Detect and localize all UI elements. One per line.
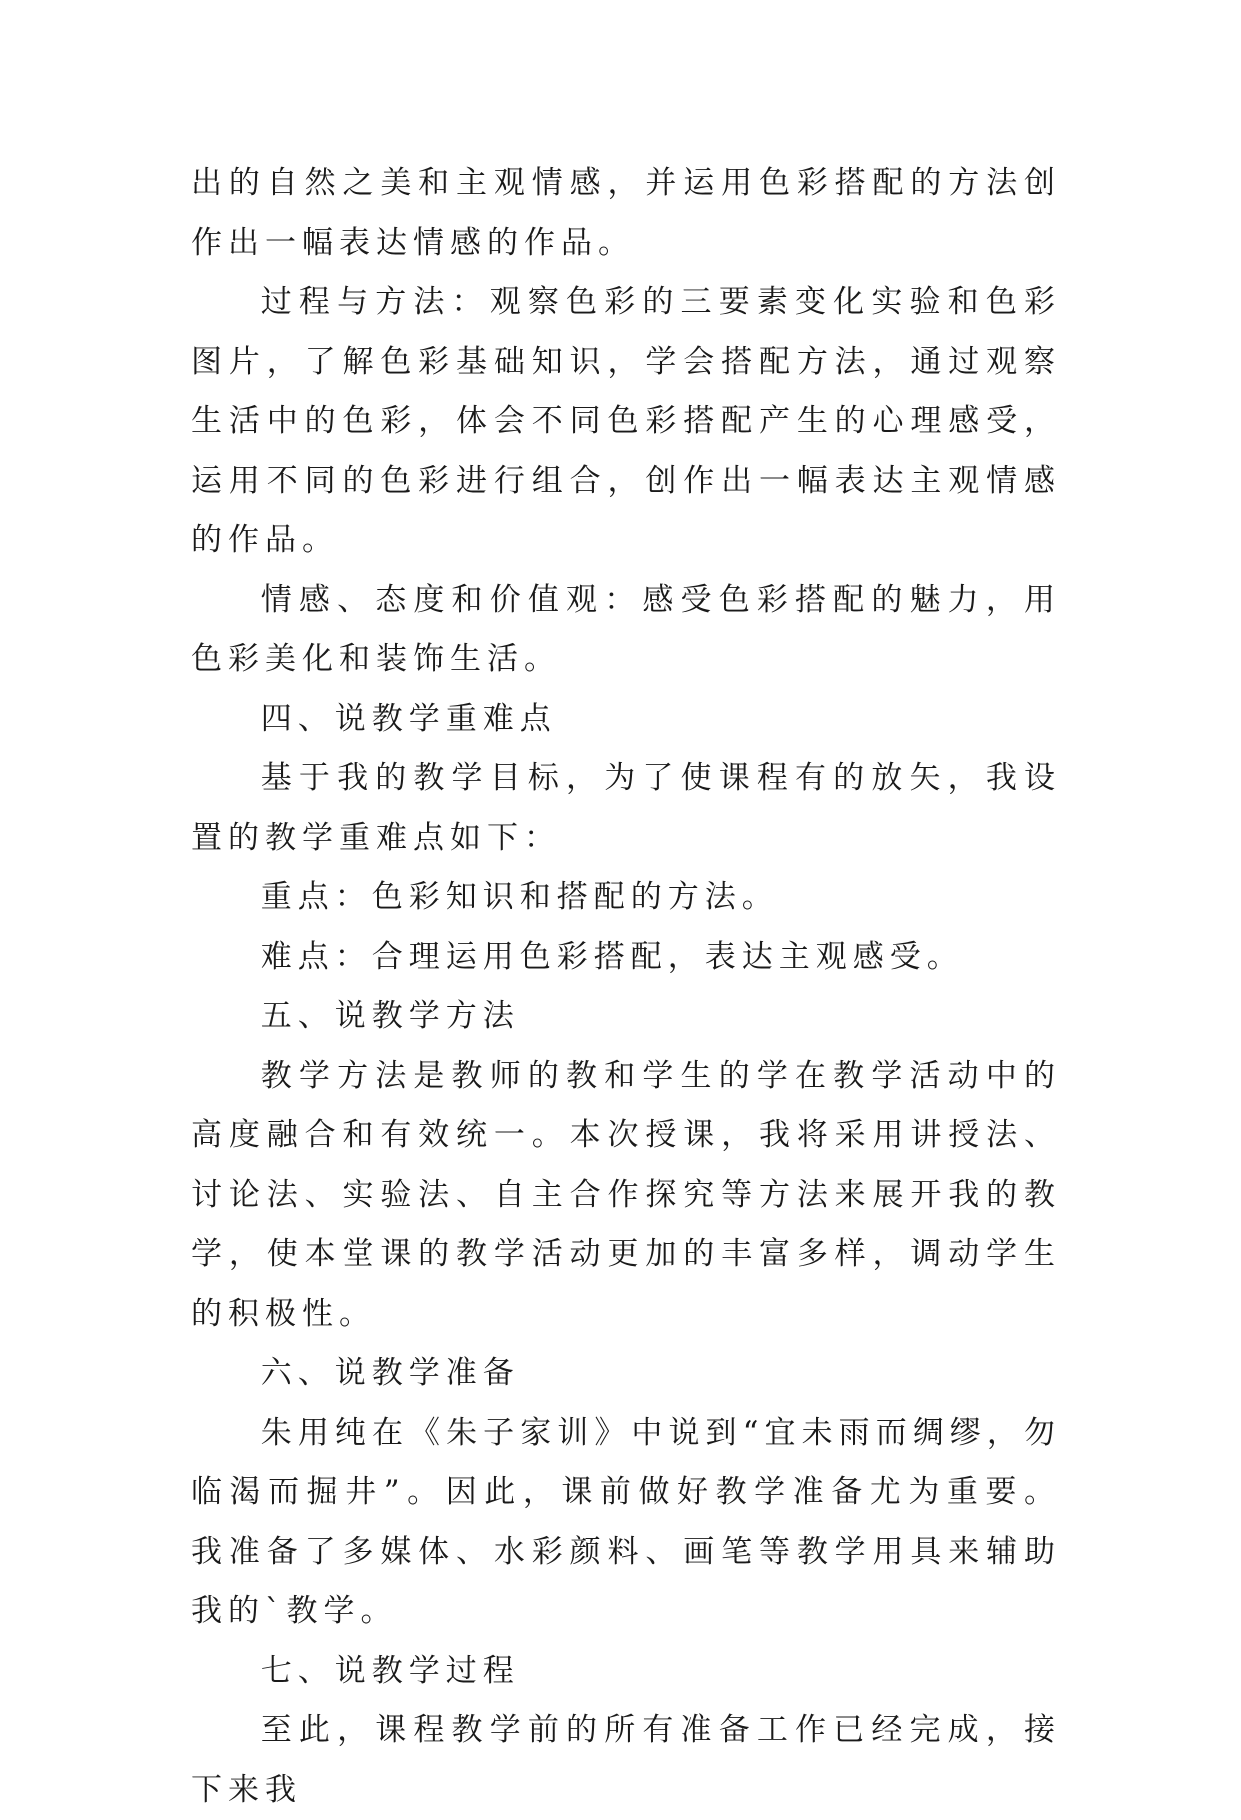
paragraph-teaching-methods: 教学方法是教师的教和学生的学在教学活动中的高度融合和有效统一。本次授课，我将采用讲授法、讨论法、实验法、自主合作探究等方法来展开我的教学，使本堂课的教学活动更加的丰富多样，调动学生的积极性。 (191, 1057, 1061, 1332)
paragraph-teaching-process: 至此，课程教学前的所有准备工作已经完成，接下来我 (191, 1712, 1061, 1808)
paragraph-key-points-intro: 基于我的教学目标，为了使课程有的放矢，我设置的教学重难点如下： (191, 760, 1061, 856)
paragraph-teaching-preparation: 朱用纯在《朱子家训》中说到“宜未雨而绸缪，勿临渴而掘井”。因此，课前做好教学准备尤为重要。我准备了多媒体、水彩颜料、画笔等教学用具来辅助我的`教学。 (191, 1414, 1061, 1629)
paragraph-emotion-attitude-values: 情感、态度和价值观：感受色彩搭配的魅力，用色彩美化和装饰生活。 (191, 581, 1061, 677)
paragraph-process-and-method: 过程与方法：观察色彩的三要素变化实验和色彩图片，了解色彩基础知识，学会搭配方法，通过观察生活中的色彩，体会不同色彩搭配产生的心理感受，运用不同的色彩进行组合，创作出一幅表达主观情感的作品。 (191, 284, 1061, 558)
document-body (191, 154, 1061, 1820)
section-heading-teaching-process: 七、说教学过程 (260, 1652, 520, 1689)
paragraph-key-point: 重点：色彩知识和搭配的方法。 (260, 879, 779, 915)
section-heading-key-difficult-points: 四、说教学重难点 (260, 700, 557, 737)
section-heading-teaching-methods: 五、说教学方法 (260, 998, 520, 1034)
paragraph-continuation: 出的自然之美和主观情感，并运用色彩搭配的方法创作出一幅表达情感的作品。 (191, 165, 1061, 261)
section-heading-teaching-preparation: 六、说教学准备 (260, 1355, 520, 1391)
paragraph-difficult-point: 难点：合理运用色彩搭配，表达主观感受。 (260, 938, 964, 975)
